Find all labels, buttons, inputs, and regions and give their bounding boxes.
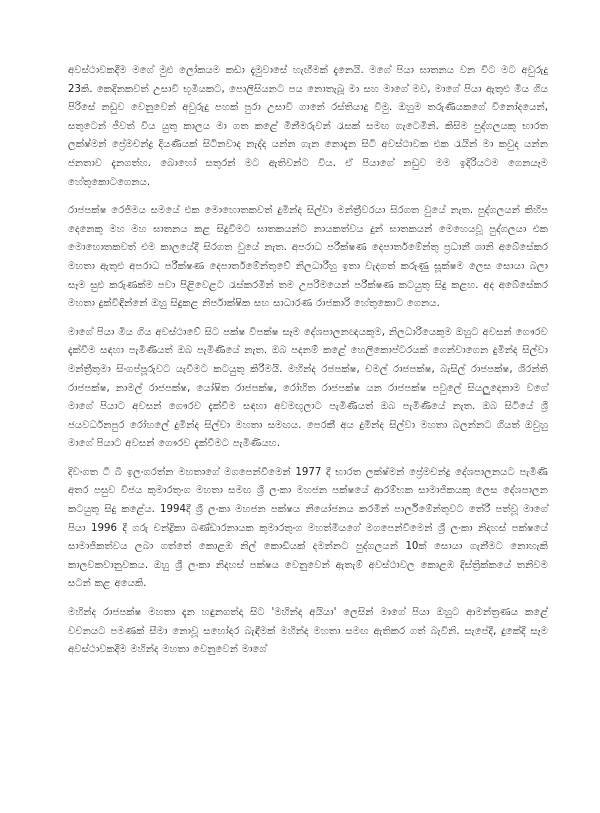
paragraph-4: දිවංගත ටී බී ඉලංගරත්න මහතාගේ මගපෙන්වීමෙන් 1977 දී භාරත ලක්ෂ්මන් ප්‍රේමචන්ද්‍ර දේශපාලනයට පැමිණි අතර පසුව විජය කුමාරතුංග මහතා සමඟ ශ්‍රී ලංකා මහජන පක්ෂයේ ආරම්භක සාමාජිකයකු ලෙස දේශපාලන කටයුතු සිදු කළේය. 1994දී ශ්‍රී ලංකා මහජන පක්ෂය නියෝජනය කරමින් පාර්ලිමේන්තුවට තේරී පත්වූ මාගේ පියා 1996 දී ගරු චන්ද්‍රිකා බණ්ඩාරනායක කුමාරතුංග මහත්මියගේ මගපෙන්වීමෙන් ශ්‍රී ලංකා නිදහස් පක්ෂයේ සාමාජිකත්වය ලබා ගත්තේ කොළඹ නිල් කොඩියක් දමන්නට පුද්ගලයන් 10ක් සොයා ගැනීමට නොහැකි කාලවකවානුවකය. ඔහු ශ්‍රී ලංකා නිදහස් පක්ෂය වෙනුවෙන් ඇතැම් අවස්ථාවල කොළඹ දිස්ත්‍රික්කයේ තනිවම සටන් කළ අයෙකි. bbox=[68, 466, 548, 590]
paragraph-3: මාගේ පියා මිය ගිය අවස්ථාවේ සිට පක්ෂ විපක්ෂ සෑම දේශපාලනඥයකුම, නිලධාරියෙකුම ඔහුට අවසන් ගෞරව දැක්වීම සඳහා පැමිණියත් ඔබ පැමිණියේ නැත. ඔබ පදනම් කළේ හෙලිකොප්ටරයක් ගෙන්වාගෙන දුමින්ද සිල්වා මන්ත්‍රීතුමා සිංගප්පූරුවට යැවීමට කටයුතු කිරීමයි. මහින්ද රජපක්ෂ, චමල් රාජපක්ෂ, බැසිල් රාජපක්ෂ, ශිරන්ති රාජපක්ෂ, නාමල් රාජපක්ෂ, යෝෂිත රාජපක්ෂ, රෝහිත රාජපක්ෂ යන රාජපක්ෂ පවුලේ සියලුදෙනාම වගේ මාගේ පියාට අවසන් ගෞරව දැක්වීම සඳහා අවමඟුලාට පැමිණියත් ඔබ පැමිණියේ නැත. ඔබ සිටියේ ශ්‍රී ජයවර්ධනපුර රෝහලේ දුමින්ද සිල්වා මහතා සමඟය. පෙරකී අය දුමින්ද සිල්වා මහතා බලන්නට ගියත් ඔවුහු මාගේ පියාට අවසන් ගෞරව දැක්වීමට පැමිණියහ. bbox=[68, 326, 548, 450]
paragraph-5: මහින්ද රාජපක්ෂ මහතා දැන හඳුනගත්දා සිට 'මහින්ද අයියා' ලෙසින් මාගේ පියා ඔහුට ආමන්ත්‍රණය කළේ වචනයට පමණක් සීමා නොවූ සහෝදර බැඳීමක් මහින්ද මහතා සමඟ ඇතිකර ගත් බැවිනි. සැපේදී, දුකේදී සෑම අවස්ථාවකදීම මහින්ද මහතා වෙනුවෙන් මාගේ bbox=[68, 607, 548, 656]
paragraph-2: රාජපක්ෂ රෙජිමය සමයේ එක මොහොතකවත් දුමින්ද සිල්වා මන්ත්‍රීවරයා සිරගත වුයේ නැත. පුද්ගලයන් කිහිප දෙනෙකු මහ මහ ඝාතනය කළ සිදුවීමට ඝාතකයන්ට නායකත්වය දුන් ඝාතකයන් මෙහෙයවූ පුද්ගලයා එක මොහොතකවත් එම කාලයේදී සිරගත වුයේ නැත. අපරාධ පරීක්ෂණ දෙපාර්තමේන්තු ප්‍රධානී ශානි අබේසේකර මහතා ඇතුළු අපරාධ පරීක්ෂණ දෙපාර්තමේන්තුවේ නිලධාරීහු ඉතා වැදගත් කරුණු සූක්ෂම ලෙස සොයා බලා සෑම සුළු කරුණක්ම පවා පිළිවෙළට රැස්කරමින් තම උපරිමයෙන් පරීක්ෂණ කටයුතු සිදු කළහ. අද අබේසේකර මහතා දුක්විඳින්නේ ඔහු සිදුකළ නිර්පාක්ෂික සහ සාධාරණ රාජකාරි හේතුකොට ගෙනය. bbox=[68, 205, 548, 310]
paragraph-1: අවස්ථාවකදීම මගේ මුළු ලෝකයම කඩා දැමුවාසේ හැඟීමක් දැනෙයි. මගේ පියා ඝාතනය වන විට මට අවුරුදු 23කි. කෙදිනකවත් උසාවි භූමියකට, පොලිසියනට පය නොතැබූ මා සහ මාගේ මව, මාගේ පියා ඇතුළු මිය ගිය පිරිසේ නඩුව වෙනුවෙන් අවුරුදු පහක් පුරා උසාවි ගානේ රස්තියාදු වීමු. ඔහුම තරුණියකගේ විනෝදයෙන්, සතුටෙන් ජීවත් විය යුතු කාලය මා ගත කළේ මිනීමරුවන් රැසක් සමඟ ගැටෙමිනි. කිසිම පුද්ගලයකු භාරත ලක්ෂ්මන් ප්‍රේමචන්ද්‍ර දියණියක් සිටිනවාද නැද්ද යන්න ගැන නොදැන සිටි අවස්ථාවක එක රැයින් මා කවුද යන්න ජනතාව දැනගත්හ. බොහෝ සතුරන් මට ඇතිවන්ට විය. ඒ පියාගේ නඩුව මම ඉදිරියටම ගෙනයෑම හේතුකොටගෙනය. bbox=[68, 65, 548, 188]
